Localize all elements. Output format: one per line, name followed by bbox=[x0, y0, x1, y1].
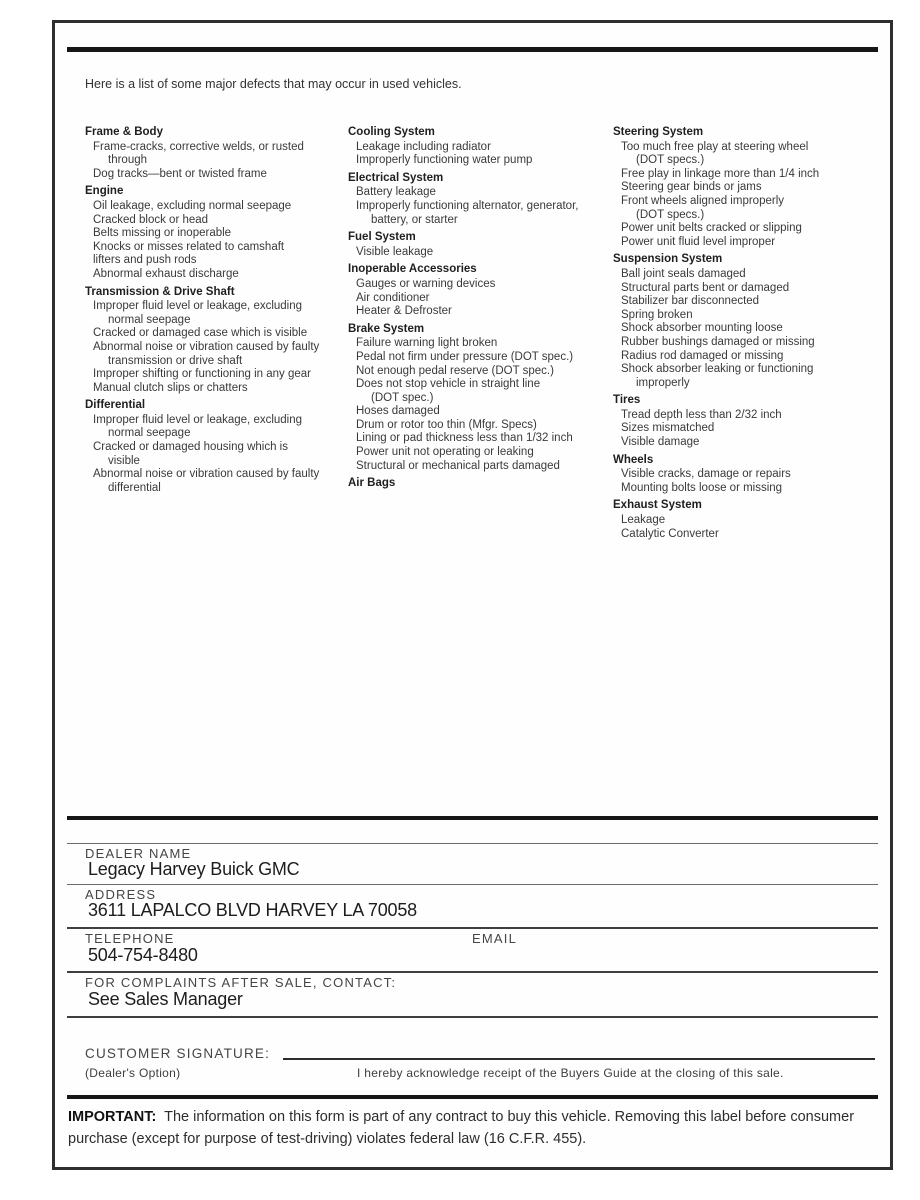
defect-line: Power unit belts cracked or slipping bbox=[621, 222, 802, 235]
defect-line: Battery leakage bbox=[356, 186, 436, 199]
customer-signature-label: CUSTOMER SIGNATURE: bbox=[85, 1046, 271, 1061]
defect-line: Spring broken bbox=[621, 308, 693, 321]
defect-line: (DOT specs.) bbox=[636, 208, 705, 221]
important-top-rule bbox=[67, 1095, 878, 1099]
email-label: EMAIL bbox=[472, 931, 518, 946]
defect-line: Shock absorber mounting loose bbox=[621, 322, 783, 335]
defect-line: (DOT spec.) bbox=[371, 391, 434, 404]
defect-line: improperly bbox=[636, 376, 690, 389]
defect-line: Does not stop vehicle in straight line bbox=[356, 378, 541, 391]
defect-line: Abnormal noise or vibration caused by faulty bbox=[93, 468, 320, 481]
defect-line: Visible damage bbox=[621, 436, 700, 449]
defect-section-title: Cooling System bbox=[348, 126, 435, 138]
defect-line: Power unit fluid level improper bbox=[621, 235, 776, 248]
defect-line: Belts missing or inoperable bbox=[93, 227, 232, 240]
defects-column-1 bbox=[85, 126, 348, 541]
defect-line: visible bbox=[108, 454, 140, 467]
defect-line: Structural or mechanical parts damaged bbox=[356, 459, 560, 472]
address-label: ADDRESS bbox=[85, 887, 157, 902]
defect-line: Not enough pedal reserve (DOT spec.) bbox=[356, 364, 554, 377]
defect-line: battery, or starter bbox=[371, 213, 458, 226]
defect-line: Abnormal noise or vibration caused by faulty bbox=[93, 340, 320, 353]
defect-line: transmission or drive shaft bbox=[108, 354, 243, 367]
defect-line: Hoses damaged bbox=[356, 405, 440, 418]
important-body: The information on this form is part of any contract to buy this vehicle. Removing this label before consumer purchase (except for purpose of test-driving) violates federal law (16 C.F.R. 455). bbox=[68, 1109, 855, 1147]
defect-section-title: Exhaust System bbox=[613, 499, 702, 512]
top-rule bbox=[67, 47, 878, 52]
defects-column-3 bbox=[613, 126, 878, 541]
customer-signature-line bbox=[283, 1058, 875, 1060]
defect-line: Mounting bolts loose or missing bbox=[621, 481, 783, 494]
defect-section-title: Steering System bbox=[613, 126, 704, 138]
defect-line: (DOT specs.) bbox=[636, 154, 705, 167]
defect-line: lifters and push rods bbox=[93, 254, 197, 267]
defect-line: Failure warning light broken bbox=[356, 337, 498, 350]
address-value: 3611 LAPALCO BLVD HARVEY LA 70058 bbox=[88, 900, 417, 920]
defect-line: Oil leakage, excluding normal seepage bbox=[93, 199, 292, 212]
defect-line: Lining or pad thickness less than 1/32 inch bbox=[356, 432, 573, 445]
defect-line: Heater & Defroster bbox=[356, 305, 452, 318]
defect-line: Sizes mismatched bbox=[621, 422, 715, 435]
defect-line: normal seepage bbox=[108, 427, 191, 440]
defect-section-title: Differential bbox=[85, 399, 146, 412]
defect-line: Improper fluid level or leakage, excluding bbox=[93, 300, 303, 313]
important-notice bbox=[68, 1106, 872, 1150]
complaints-label: FOR COMPLAINTS AFTER SALE, CONTACT: bbox=[85, 975, 397, 990]
defect-line: Catalytic Converter bbox=[621, 527, 719, 540]
defect-line: Power unit not operating or leaking bbox=[356, 446, 534, 459]
intro-text: Here is a list of some major defects that may occur in used vehicles. bbox=[85, 77, 462, 91]
defect-line: Drum or rotor too thin (Mfgr. Specs) bbox=[356, 418, 537, 431]
defect-line: normal seepage bbox=[108, 313, 191, 326]
acknowledgment-text: I hereby acknowledge receipt of the Buyers Guide at the closing of this sale. bbox=[357, 1066, 784, 1080]
defect-line: differential bbox=[108, 481, 161, 494]
defect-line: through bbox=[108, 154, 148, 167]
defect-line: Radius rod damaged or missing bbox=[621, 349, 784, 362]
defect-section-title: Transmission & Drive Shaft bbox=[85, 285, 235, 298]
defect-line: Tread depth less than 2/32 inch bbox=[621, 408, 782, 421]
defect-line: Knocks or misses related to camshaft bbox=[93, 240, 285, 253]
defect-line: Shock absorber leaking or functioning bbox=[621, 363, 814, 376]
defect-line: Frame-cracks, corrective welds, or rusted bbox=[93, 140, 304, 153]
defect-line: Cracked or damaged housing which is bbox=[93, 441, 288, 454]
defect-section-title: Fuel System bbox=[348, 231, 416, 244]
dealers-option-label: (Dealer's Option) bbox=[85, 1066, 181, 1080]
complaints-top-line bbox=[67, 971, 878, 973]
defect-line: Steering gear binds or jams bbox=[621, 181, 762, 194]
defect-section-title: Wheels bbox=[613, 453, 654, 466]
dealer-section-top-rule bbox=[67, 816, 878, 820]
defect-line: Improperly functioning water pump bbox=[356, 154, 533, 167]
defect-section-title: Tires bbox=[613, 394, 641, 407]
defect-line: Improperly functioning alternator, generator, bbox=[356, 199, 579, 212]
defect-line: Ball joint seals damaged bbox=[621, 267, 746, 280]
dealer-name-top-line bbox=[67, 843, 878, 844]
defect-line: Leakage including radiator bbox=[356, 140, 491, 153]
defect-line: Gauges or warning devices bbox=[356, 277, 496, 290]
defect-line: Air conditioner bbox=[356, 291, 430, 304]
defect-line: Rubber bushings damaged or missing bbox=[621, 335, 815, 348]
defect-line: Abnormal exhaust discharge bbox=[93, 267, 239, 280]
defect-line: Cracked or damaged case which is visible bbox=[93, 327, 308, 340]
telephone-top-line bbox=[67, 927, 878, 929]
defect-section-title: Inoperable Accessories bbox=[348, 263, 477, 276]
defect-line: Dog tracks—bent or twisted frame bbox=[93, 167, 267, 180]
defects-columns bbox=[85, 126, 878, 541]
defect-line: Pedal not firm under pressure (DOT spec.) bbox=[356, 350, 574, 363]
defect-section-title: Engine bbox=[85, 185, 124, 198]
defect-line: Stabilizer bar disconnected bbox=[621, 295, 760, 308]
defect-section-title: Electrical System bbox=[348, 171, 444, 184]
defect-line: Cracked block or head bbox=[93, 213, 209, 226]
dealer-name-label: DEALER NAME bbox=[85, 846, 192, 861]
defect-line: Free play in linkage more than 1/4 inch bbox=[621, 167, 820, 180]
important-label: IMPORTANT: bbox=[68, 1109, 157, 1125]
defect-line: Visible leakage bbox=[356, 245, 434, 258]
defect-line: Too much free play at steering wheel bbox=[621, 140, 809, 153]
telephone-label: TELEPHONE bbox=[85, 931, 175, 946]
defect-line: Improper fluid level or leakage, excluding bbox=[93, 413, 303, 426]
defect-line: Visible cracks, damage or repairs bbox=[621, 468, 791, 481]
defect-section-title: Suspension System bbox=[613, 253, 723, 266]
complaints-value: See Sales Manager bbox=[88, 989, 243, 1009]
defect-line: Front wheels aligned improperly bbox=[621, 194, 784, 207]
defect-section-title: Brake System bbox=[348, 322, 425, 335]
telephone-value: 504-754-8480 bbox=[88, 945, 198, 965]
dealer-name-value: Legacy Harvey Buick GMC bbox=[88, 859, 300, 879]
defect-line: Structural parts bent or damaged bbox=[621, 281, 790, 294]
defect-section-title: Air Bags bbox=[348, 477, 396, 490]
defect-line: Manual clutch slips or chatters bbox=[93, 381, 248, 394]
defect-line: Improper shifting or functioning in any gear bbox=[93, 368, 311, 381]
defect-line: Leakage bbox=[621, 514, 666, 527]
defects-column-2 bbox=[348, 126, 613, 541]
defect-section-title: Frame & Body bbox=[85, 126, 163, 138]
address-top-line bbox=[67, 884, 878, 885]
complaints-bottom-line bbox=[67, 1016, 878, 1018]
